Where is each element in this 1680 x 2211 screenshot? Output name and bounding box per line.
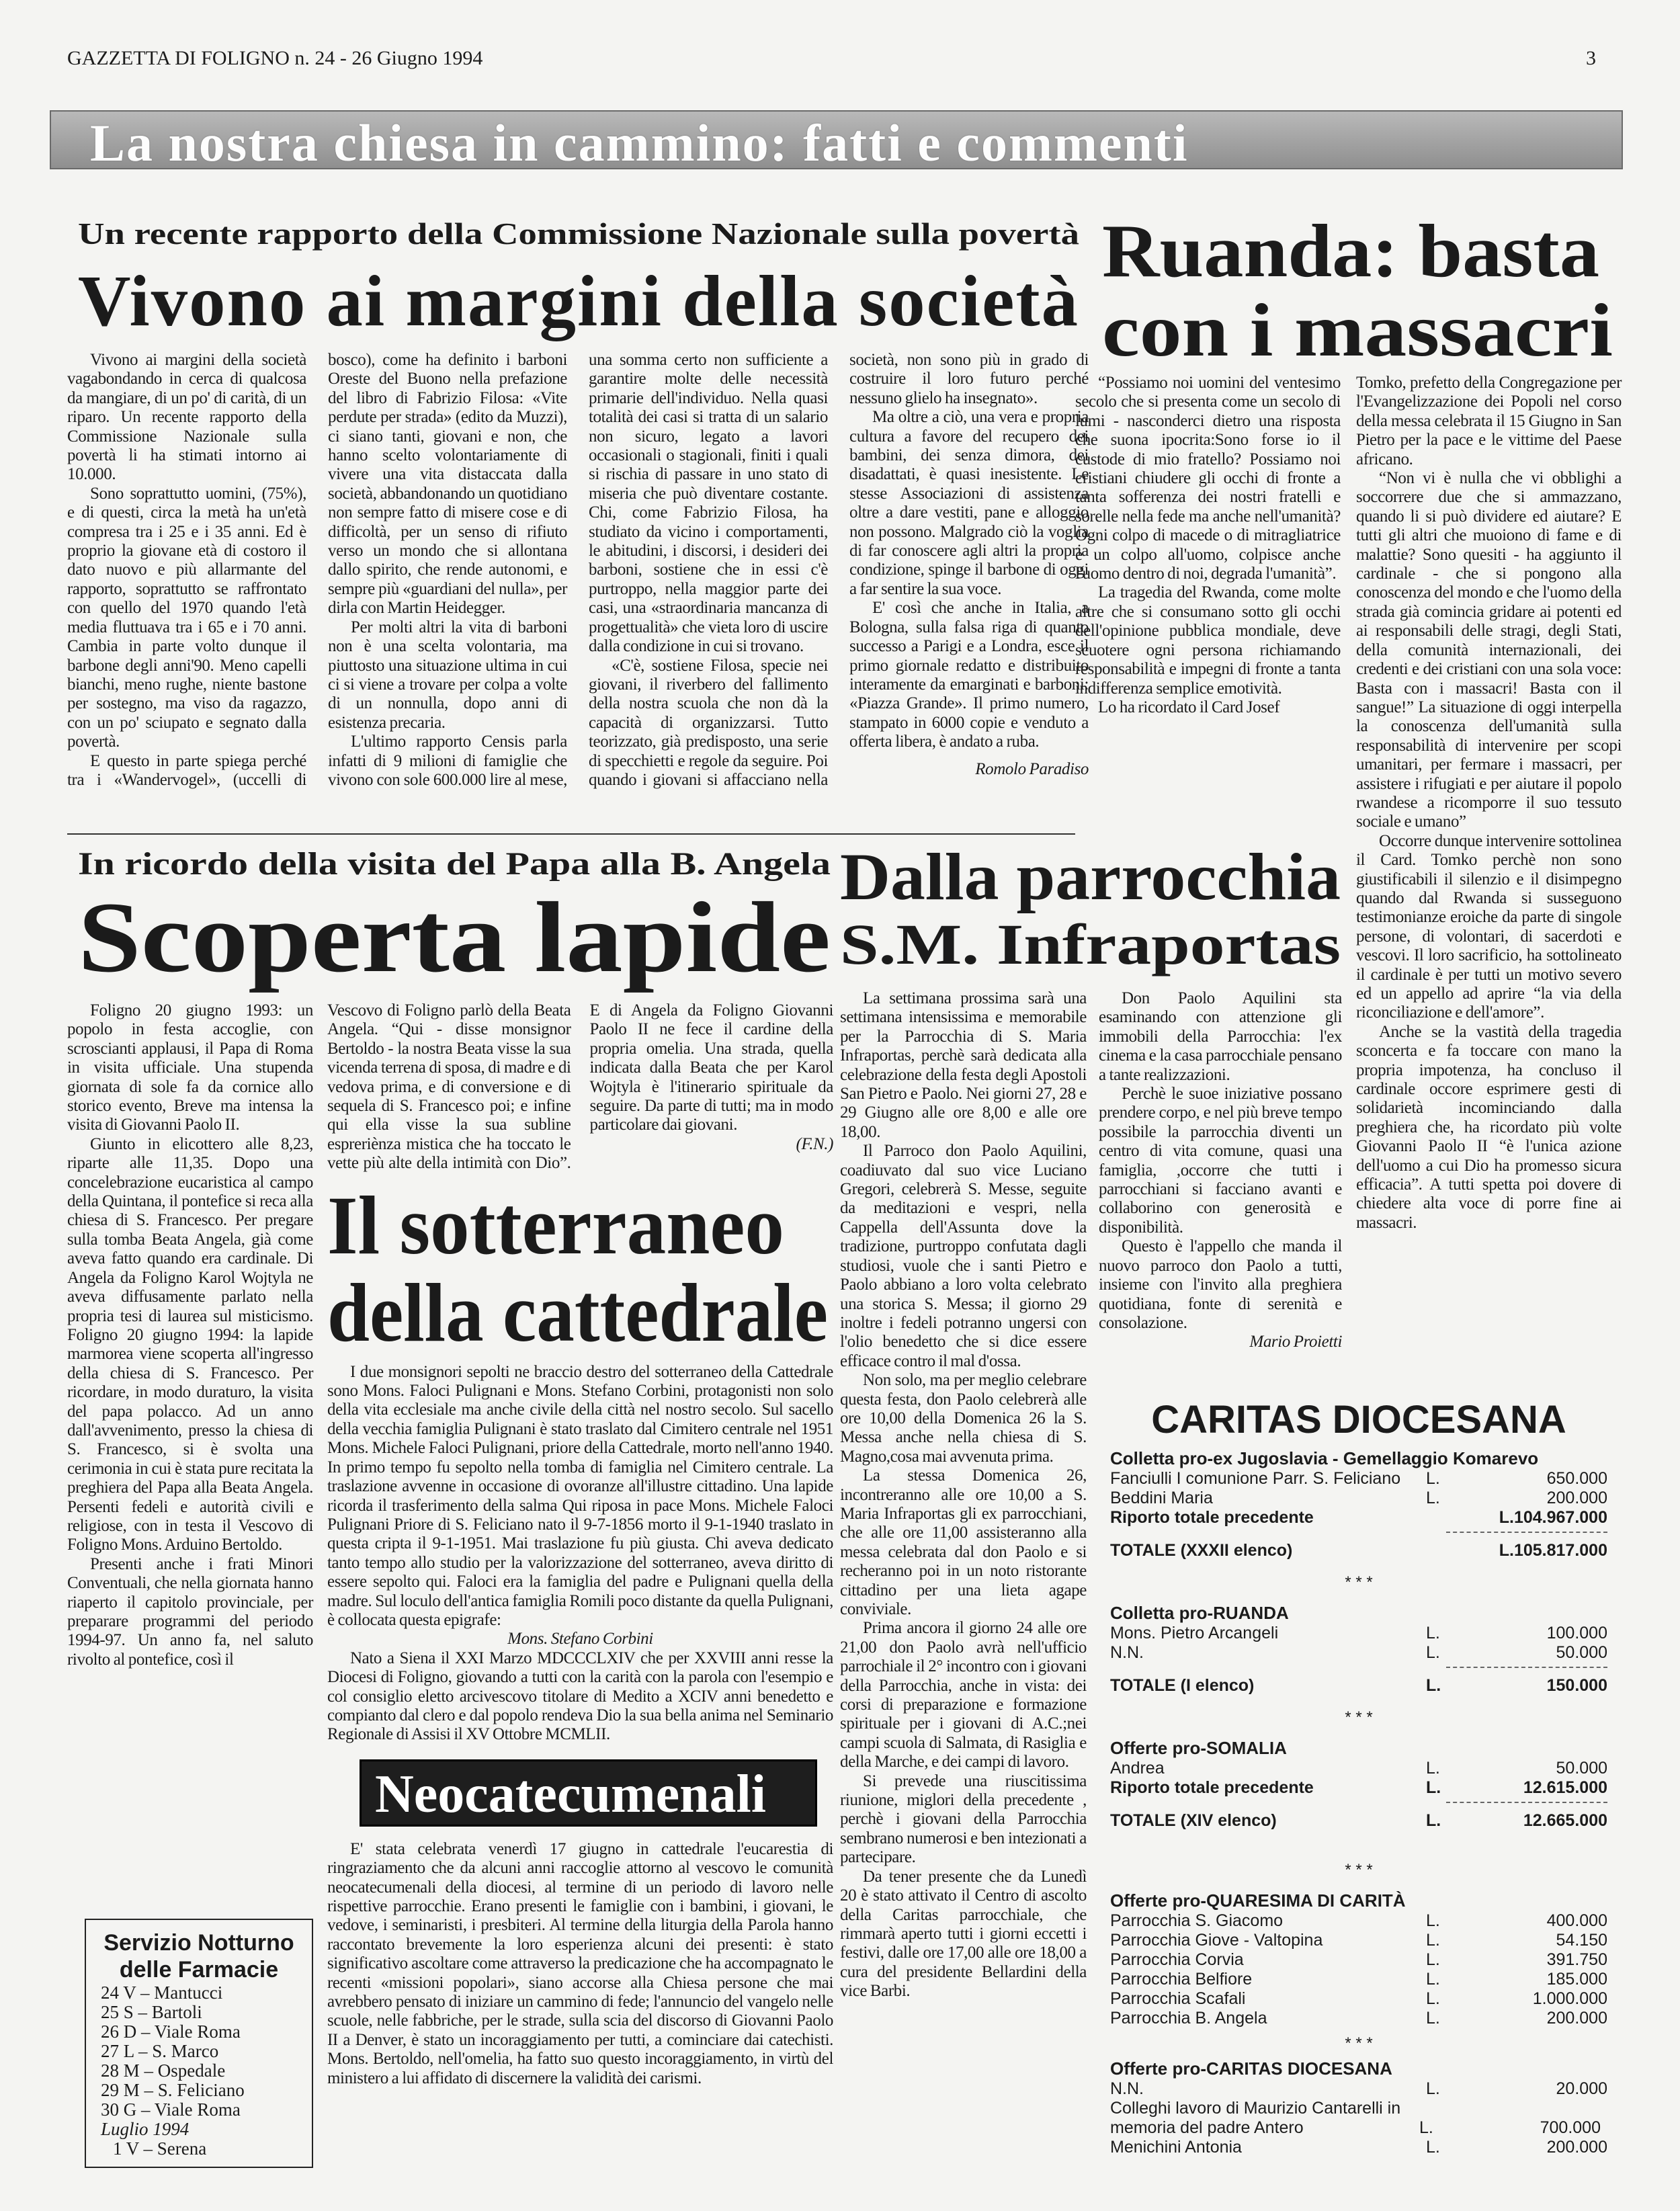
ruanda-headline-line2: con i massacri	[1102, 289, 1613, 372]
paragraph: “Possiamo noi uomini del ventesimo secolo che si presenta come un secolo di lumi - nasconderci dietro una risposta che suona ipocrita:Sono forse io il custode di mio fratello? Possiamo noi cristiani chiudere gli occhi di fronte a tanta sofferenza dei nostri fratelli e sorelle nella fede ma anche nell'umanità?Ogni colpo di macede o di mitragliatrice è un colpo all'uomo, colpisce anche l'uomo dentro di noi, degrada l'umanità”.	[1075, 374, 1341, 583]
amount: 1.000.000	[1532, 1989, 1607, 2008]
donation-row	[1110, 1911, 1607, 1931]
paragraph: Vivono ai margini della società vagabondando in cerca di qualcosa da mangiare, di un po' di carità, di un riparo. Un recente rapporto della Commissione Nazionale sulla povertà li ha stimati intorno ai 10.000.	[67, 351, 306, 484]
paragraph: Si prevede una riuscitissima riunione, miglori della precedente , perchè i giovani della Parrocchia sembrano numerosi e ben intezionati a partecipare.	[840, 1771, 1087, 1867]
epigraph-title: Mons. Stefano Corbini	[507, 1630, 653, 1649]
poverta-body	[67, 351, 1089, 790]
amount: 700.000	[1540, 2118, 1601, 2137]
donor: Fanciulli I comunione Parr. S. Feliciano	[1110, 1469, 1401, 1488]
paragraph: Perchè le suoe iniziative possano prendere corpo, e nel più breve tempo possibile la parrocchia diventi un centro di vita comune, quasi una famiglia, ,occorre che tutti i parrocchiani si facciano avanti e collaborino con generosità e disponibilità.	[1099, 1085, 1342, 1237]
caritas-section-heading: Offerte pro-SOMALIA	[1110, 1738, 1287, 1758]
separator: * * *	[1345, 1708, 1373, 1726]
currency: L.	[1426, 1950, 1440, 1969]
total-row	[1110, 1811, 1607, 1831]
paragraph: La tragedia del Rwanda, come molte altre che si consumano sotto gli occhi dell'opinione pubblica mondiale, deve scuotere ogni persona richiamando responsabilità e impegni di fronte a tanta indifferenza semplice emotività.	[1075, 583, 1341, 698]
parrocchia-col1	[840, 989, 1087, 2001]
amount: 200.000	[1546, 2009, 1607, 2028]
amount: 200.000	[1546, 1489, 1607, 1507]
amount: 650.000	[1546, 1469, 1607, 1488]
divider	[67, 833, 1075, 835]
label: Riporto totale precedente	[1110, 1508, 1314, 1527]
paragraph: La stessa Domenica 26, incontreranno alle ore 10,00 a S. Maria Infraportas gli ex parrocchiani, che alle ore 11,00 assisteranno alla messa celebrata dal don Paolo e si recheranno poi in un noto ristorante cittadino per una lieta agape conviviale.	[840, 1466, 1087, 1618]
separator: * * *	[1345, 1861, 1373, 1879]
caritas-title: CARITAS DIOCESANA	[1151, 1398, 1566, 1442]
paragraph: Occorre dunque intervenire sottolinea il Card. Tomko perchè non sono giustificabili il silenzio e il disimpegno quando dal Rwanda si susseguono testimonianze eroiche da parte di singole persone, di volontari, di sacerdoti e vescovi. Il loro sacrificio, ha sottolineato il cardinale è per tutti un motivo severo ed un appello ad aprire “la via della riconciliazione e dell'amore”.	[1356, 831, 1622, 1022]
paragraph: Prima ancora il giorno 24 alle ore 21,00 don Paolo avrà nell'ufficio parrochiale il 2° incontro con i giovani della Parrocchia, anche in vista: dei corsi di preparazione e formazione spirituale per i giovani di A.C.;nei campi scuola di Salmata, di Rasiglia e della Marche, e dei campi di lavoro.	[840, 1619, 1087, 1771]
paragraph: Lo ha ricordato il Card Josef	[1098, 698, 1280, 716]
farmacia-row: 30 G – Viale Roma	[101, 2099, 241, 2120]
lapide-kicker: In ricordo della visita del Papa alla B. Angela	[78, 846, 831, 882]
lapide-col1	[67, 1001, 313, 1669]
paragraph: Per molti altri la vita di barboni non è una scelta volontaria, ma piuttosto una situazione ultima in cui ci si viene a trovare per colpa a volte di un nonnulla, dopo anni di esistenza precaria.	[328, 618, 567, 732]
paragraph: Don Paolo Aquilini sta esaminando con attenzione gli immobili della Parrocchia: l'ex cinema e la casa parrocchiale pensano a tante realizzazioni.	[1099, 989, 1342, 1084]
sotterraneo-body	[327, 1363, 833, 1745]
currency: L.	[1426, 1759, 1440, 1778]
paragraph: Foligno 20 giugno 1993: un popolo in festa accoglie, con scroscianti applausi, il Papa di Roma in visita ufficiale. Una stupenda giornata di sole fa da cornice allo storico evento, Breve ma intensa la visita di Giovanni Paolo II.	[67, 1001, 313, 1134]
previous-total-row	[1110, 1508, 1607, 1528]
paragraph: Questo è l'appello che manda il nuovo parroco don Paolo a tutti, insieme con l'invito alla preghiera quotidiana, fonte di serenità e consolazione.	[1099, 1237, 1342, 1332]
caritas-box	[1110, 1398, 1607, 2157]
donation-row	[1110, 1489, 1607, 1508]
amount: 150.000	[1546, 1676, 1607, 1695]
donation-row	[1110, 2138, 1607, 2157]
currency: L.	[1426, 1624, 1440, 1642]
amount: 12.615.000	[1523, 1778, 1607, 1797]
paragraph: Tomko, prefetto della Congregazione per l'Evangelizzazione dei Popoli nel corso della messa celebrata il 15 Giugno in San Pietro per la pace e le vittime del Paese africano.	[1356, 374, 1622, 468]
paragraph: “Non vi è nulla che vi obblighi a soccorrere due che si ammazzano, quando li si può dividere ed aiutare? E tutti gli altri che muoiono di fame e di malattie? Sono quesiti - ha aggiunto il cardinale - che si pongono alla conoscenza del mondo e che l'uomo della strada già comincia gridare ai potenti ed ai responsabili delle stragi, degli Stati, della comunità internazionali, dei credenti e dei cristiani con una sola voce: Basta con i massacri! Basta con il sangue!” La situazione di oggi interpella la conoscenza dell'umanità sulla responsabilità di intervenire per scopi umanitari, per fermare i massacri, per assistere i rifugiati e per aiutare il popolo rwandese a ricomporre il suo tessuto sociale e umano”	[1356, 469, 1622, 831]
paragraph: E questo in parte spiega perché tra i «Wandervogel», (uccelli di bosco), come ha definito i barboni Oreste del Buono nella prefazione del libro di Fabrizio Filosa: «Vite perdute per strada» (edito da Muzzi), ci siano tanti, giovani e non, che hanno scelto volontariamente di vivere una vita distaccata dalla società, abbandonando un quotidiano non sempre fatto di misere cose e di difficoltà, per un senso di rifiuto verso un mondo che si allontana dallo spirito, che rende autonomi, e sempre più «guardiani del nulla», per dirla con Martin Heidegger.	[67, 351, 567, 789]
donor: Menichini Antonia	[1110, 2138, 1242, 2157]
ruanda-col1	[1075, 374, 1341, 717]
farmacie-title-line2: delle Farmacie	[119, 1957, 279, 1983]
sotterraneo-headline-line1: Il sotterraneo	[327, 1179, 784, 1271]
author-signature: (F.N.)	[796, 1134, 833, 1153]
paragraph: Vescovo di Foligno parlò della Beata Angela. “Qui - disse monsignor Bertoldo - la nostra Beata visse la sua vicenda terrena di sposa, di madre e di vedova prima, e di conversione e di sequela di S. Francesco poi; e infine qui ella visse la sua subline espreriènza mistica che ha toccato le vette più alte della intimità con Dio”. E di Angela da Foligno Giovanni Paolo II ne fece il cardine della propria omelia. Una strada, quella indicata dalla Beata che per Karol Wojtyla è l'itinerario spirituale da seguire. Da parte di tutti; ma in modo particolare dai giovani.	[327, 1001, 833, 1173]
author-signature: Romolo Paradiso	[975, 759, 1089, 778]
donation-row	[1110, 1643, 1607, 1663]
ruanda-col2	[1356, 374, 1622, 1233]
donation-row	[1110, 2099, 1607, 2138]
caritas-section-heading: Colletta pro-ex Jugoslavia - Gemellaggio Komarevo	[1110, 1448, 1539, 1468]
caritas-section-heading: Colletta pro-RUANDA	[1110, 1603, 1289, 1623]
donor: N.N.	[1110, 1643, 1144, 1662]
currency: L.	[1426, 1778, 1441, 1797]
paragraph: Giunto in elicottero alle 8,23, riparte alle 11,35. Dopo una concelebrazione eucaristica al campo della Quintana, il pontefice si reca alla chiesa di S. Francesco. Per pregare sulla tomba Beata Angela, già come aveva fatto quando era cardinale. Di Angela da Foligno Karol Wojtyla ne aveva diffusamente parlato nella propria tesi di laurea sul misticismo. Foligno 20 giugno 1994: la lapide marmorea viene scoperta all'ingresso della chiesa di S. Francesco. Per ricordare, in modo duraturo, la visita del papa polacco. Ad un anno dall'avvenimento, presso la chiesa di S. Francesco, si è svolta una cerimonia in cui è stata pure recitata la preghiera del Papa alla Beata Angela. Persenti fedeli e autorità civili e religiose, con in testa il Vescovo di Foligno Mons. Arduino Bertoldo.	[67, 1134, 313, 1554]
amount: 54.150	[1556, 1931, 1607, 1950]
donation-row	[1110, 1989, 1607, 2009]
donor: Parrocchia B. Angela	[1110, 2009, 1267, 2028]
donor: Parrocchia Giove - Valtopina	[1110, 1931, 1323, 1950]
author-signature: Mario Proietti	[1249, 1333, 1342, 1351]
paragraph: L'ultimo rapporto Censis parla infatti di 9 milioni di famiglie che vivono con sole 600.000 lire al mese, una somma certo non sufficiente a garantire molte delle necessità primarie dell'individuo. Nella quasi totalità dei casi si tratta di un salario non sicuro, legato a lavori occasionali o stagionali, finiti i quali si rischia di passare in uno stato di miseria che può diventare costante. Chi, come Fabrizio Filosa, ha studiato da vicino i comportamenti, le abitudini, i discorsi, i desideri dei barboni, sostiene che in essi c'è purtroppo, nella maggior parte dei casi, una «straordinaria mancanza di progettualità» che vieta loro di uscire dalla condizione in cui si trovano.	[328, 351, 828, 789]
parrocchia-headline-line1: Dalla parrocchia	[840, 839, 1341, 914]
donation-row	[1110, 1624, 1607, 1643]
paragraph: Nato a Siena il XXI Marzo MDCCCLXIV che per XXVIII anni resse la Diocesi di Foligno, giovando a tutti con la carità con la parola con l'esempio e col consiglio eletto arcivescovo titolare di Medito a XCIV anni benedetto e compianto dal clero e dal popolo rendeva Dio la sua bella anima nel Seminario Regionale di Assisi il XV Ottobre MCMLII.	[327, 1649, 833, 1744]
page-number: 3	[1586, 47, 1596, 69]
farmacia-row: 1 V – Serena	[113, 2138, 207, 2159]
paragraph: «C'è, sostiene Filosa, specie nei giovani, il riverbero del fallimento della nostra scuola che non dà la capacità di organizzarsi. Tutto teorizzato, già predisposto, una serie di specchietti e regole da seguire. Poi quando i giovani si affacciano nella società, non sono più in grado di costruire il loro futuro perché nessuno glielo ha insegnato».	[589, 351, 1089, 789]
currency: L.	[1426, 1676, 1441, 1695]
paragraph: Da tener presente che da Lunedì 20 è stato attivato il Centro di ascolto della Caritas parrocchiale, che rimmarà aperto tutti i giorni eccetti i festivi, dalle ore 17,00 alle ore 18,00 a cura del presidente Bellardini della vice Barbi.	[840, 1867, 1087, 2001]
lapide-col2	[327, 1001, 833, 1173]
poverta-headline: Vivono ai margini della società	[78, 261, 1080, 341]
donation-row	[1110, 1759, 1607, 1778]
farmacia-row: 25 S – Bartoli	[101, 2002, 202, 2022]
sum-line	[1446, 1802, 1607, 1803]
currency: L.	[1426, 1811, 1441, 1830]
currency: L.	[1426, 2079, 1440, 2098]
sotterraneo-headline-line2: della cattedrale	[327, 1266, 828, 1359]
paragraph: I due monsignori sepolti ne braccio destro del sotterraneo della Cattedrale sono Mons. Faloci Pulignani e Mons. Stefano Corbini, protagonisti non solo della vita ecclesiale ma anche civile della città nel nostro secolo. Sul sacello della vecchia famiglia Pulignani è stato traslato dal Cimitero centrale nel 1951 Mons. Michele Faloci Pulignani, priore della Cattedrale, morto nell'anno 1940. In primo tempo fu sepolto nella tomba di famiglia nel Cimitero centrale. La traslazione avvenne in occasione di ovoranze all'illustre cittadino. Una lapide ricorda il trasferimento della salma Qui riposa in pace Mons. Michele Faloci Pulignani Priore di S. Feliciano nato il 9-7-1856 morto il 9-1-1940 traslato in questa cripta il 9-1-1951. Mai traslazione fu più giusta. Chi aveva dedicato tanto tempo allo studio per la valorizzazione del sotterraneo, aveva diritto di essere sepolto qui. Faloci era la famiglia del padre e Pulignani quella della madre. Sul loculo dell'antica famiglia Romili poco distante da quella Pulignani, è collocata questa epigrafe:	[327, 1362, 833, 1629]
masthead: GAZZETTA DI FOLIGNO n. 24 - 26 Giugno 1994	[67, 47, 483, 69]
currency: L.	[1426, 2138, 1440, 2157]
separator: * * *	[1345, 1573, 1373, 1591]
paragraph: Anche se la vastità della tragedia sconcerta e fa toccare con mano la propria impotenza, ha concluso il cardinale occore esprimere gesti di solidarietà incominciando dalla preghiera che, ha ricordato più volte Giovanni Paolo II “è l'unica azione dell'uomo a cui Dio ha promesso sicura efficacia”. A tutti spetta poi dovere di chiedere alta voce di porre fine ai massacri.	[1356, 1022, 1622, 1232]
amount: 391.750	[1546, 1950, 1607, 1969]
farmacie-title	[86, 1929, 312, 1983]
donation-row	[1110, 1931, 1607, 1950]
paragraph: Presenti anche i frati Minori Conventuali, che nella giornata hanno riaperto il capitolo provinciale, per preparare programmi del periodo 1994-97. Un anno fa, nel saluto rivolto al pontefice, così il	[67, 1554, 313, 1669]
label: TOTALE (XIV elenco)	[1110, 1811, 1277, 1830]
amount: L.105.817.000	[1499, 1541, 1607, 1560]
farmacia-row: 28 M – Ospedale	[101, 2060, 226, 2081]
donor: N.N.	[1110, 2079, 1144, 2098]
neocatecumenali-body	[327, 1840, 833, 2088]
lapide-headline: Scoperta lapide	[78, 882, 831, 993]
neocatecumenali-headline: Neocatecumenali	[375, 1764, 767, 1824]
donor: Beddini Maria	[1110, 1489, 1213, 1507]
farmacia-row: 29 M – S. Feliciano	[101, 2080, 245, 2100]
amount: 50.000	[1556, 1759, 1607, 1778]
middle-column	[327, 1001, 833, 2088]
donor: Colleghi lavoro di Maurizio Cantarelli in memoria del padre Antero	[1110, 2099, 1401, 2137]
neocatecumenali-headline-box	[360, 1759, 817, 1827]
donor: Parrocchia Scafali	[1110, 1989, 1246, 2008]
donor: Mons. Pietro Arcangeli	[1110, 1624, 1279, 1642]
sum-line	[1446, 1532, 1607, 1533]
currency: L.	[1426, 1989, 1440, 2008]
donor: Parrocchia S. Giacomo	[1110, 1911, 1284, 1930]
currency: L.	[1426, 1970, 1440, 1989]
currency: L.	[1426, 1489, 1440, 1507]
separator: * * *	[1345, 2034, 1373, 2052]
donation-row	[1110, 1469, 1607, 1489]
amount: 20.000	[1556, 2079, 1607, 2098]
caritas-section-heading: Offerte pro-QUARESIMA DI CARITÀ	[1110, 1890, 1406, 1911]
paragraph: Non solo, ma per meglio celebrare questa festa, don Paolo celebrerà alle ore 10,00 della Domenica 26 la S. Messa anche nella chiesa di S. Magno,cosa mai avvenuta prima.	[840, 1371, 1087, 1466]
amount: L.104.967.000	[1499, 1508, 1607, 1527]
amount: 12.665.000	[1523, 1811, 1607, 1830]
ruanda-headline-line1: Ruanda: basta	[1102, 210, 1599, 293]
label: TOTALE (XXXII elenco)	[1110, 1541, 1293, 1560]
donor: Parrocchia Corvia	[1110, 1950, 1244, 1969]
paragraph: E' così che anche in Italia, a Bologna, sulla falsa riga di quanto successo a Parigi e a Londra, esce il primo giornale redatto e distribuito interamente da emarginati e barboni: «Piazza Grande». Il primo numero, stampato in 6000 copie e venduto a offerta libera, è andato a ruba.	[849, 599, 1089, 751]
paragraph: E' stata celebrata venerdì 17 giugno in cattedrale l'eucarestia di ringraziamento che da alcuni anni raccoglie attorno al vescovo le comunità neocatecumenali della diocesi, al termine di un periodo di lavoro nelle rispettive parrocchie. Erano presenti le famiglie con i bambini, i giovani, le vedove, i seminaristi, i presbiteri. Al termine della liturgia della Parola hanno raccontato brevemente la loro esperienza alcuni dei presenti: è stato significativo ascoltare come attraverso la predicazione che ha accompagnato le recenti «missioni popolari», siano accorse alla Chiesa persone che mai avrebbero pensato di iniziare un cammino di fede; l'annuncio del vangelo nelle scuole, nelle fabbriche, per le strade, sulla scia del discorso di Giovanni Paolo II a Denver, è stato un incoraggiamento per tutti, a cominciare dai catechisti. Mons. Bertoldo, nell'omelia, ha fatto suo questo incoraggiamento, in virtù del ministero a lui affidato di discernere la validità dei carismi.	[327, 1839, 833, 2087]
amount: 200.000	[1546, 2138, 1607, 2157]
total-row	[1110, 1676, 1607, 1696]
amount: 100.000	[1546, 1624, 1607, 1642]
parrocchia-headline-line2: S.M. Infraportas	[840, 912, 1341, 976]
previous-total-row	[1110, 1778, 1607, 1798]
donation-row	[1110, 1950, 1607, 1970]
paragraph: Ma oltre a ciò, una vera e propria cultura a favore del recupero dei bambini, dei senza dimora, dei disadattati, è quasi inesistente. Le stesse Associazioni di assistenza oltre a dare vestiti, pane e alloggio non possono. Malgrado ciò la voglia di far conoscere agli altri la propria condizione, spinge il barbone di oggi a far sentire la sua voce.	[849, 408, 1089, 598]
farmacia-row: 27 L – S. Marco	[101, 2041, 219, 2061]
total-row	[1110, 1541, 1607, 1560]
donation-row	[1110, 2079, 1607, 2099]
label: TOTALE (I elenco)	[1110, 1676, 1255, 1695]
caritas-section-heading: Offerte pro-CARITAS DIOCESANA	[1110, 2058, 1392, 2079]
donor: Andrea	[1110, 1759, 1165, 1778]
paragraph: Sono soprattutto uomini, (75%), e di questi, circa la metà ha un'età compresa tra i 25 e i 35 anni. Ed è proprio la giovane età di costoro il dato nuovo e più allarmante del rapporto, soprattutto se raffrontato con quello del 1970 quando l'età media fluttuava tra i 65 e i 70 anni. Cambia in parte volto dunque il barbone degli anni'90. Meno capelli bianchi, meno rughe, niente bastone per sostegno, ma viso da ragazzo, con un po' sciupato e segnato dalla povertà.	[67, 484, 306, 751]
currency: L.	[1426, 1911, 1440, 1930]
poverta-kicker: Un recente rapporto della Commissione Nazionale sulla povertà	[78, 216, 1079, 251]
farmacia-row: 26 D – Viale Roma	[101, 2021, 241, 2042]
paragraph: La settimana prossima sarà una settimana intensissima e memorabile per la Parrocchia di S. Maria Infraportas, perchè sarà dedicata alla celebrazione della festa degli Apostoli San Pietro e Paolo. Nei giorni 27, 28 e 29 Giugno alle ore 8,00 e alle ore 18,00.	[840, 989, 1087, 1141]
currency: L.	[1419, 2118, 1433, 2137]
banner-title: La nostra chiesa in cammino: fatti e commenti	[90, 114, 1189, 169]
parrocchia-col2	[1099, 989, 1342, 1352]
farmacie-month-label: Luglio 1994	[101, 2119, 190, 2139]
currency: L.	[1426, 1931, 1440, 1950]
paragraph: Il Parroco don Paolo Aquilini, coadiuvato dal suo vice Luciano Gregori, celebrerà S. Messe, seguite da meditazioni e vespri, nella Cappella dell'Assunta dove la tradizione, purtroppo confutata dagli studiosi, vuole che i santi Pietro e Paolo abbiano a loro volta celebrato una storica S. Messa; il giorno 29 inoltre i fedeli potranno ungersi con l'olio benedetto che si dice essere efficace contro il mal d'ossa.	[840, 1142, 1087, 1370]
currency: L.	[1426, 2009, 1440, 2028]
amount: 50.000	[1556, 1643, 1607, 1662]
sum-line	[1446, 1667, 1607, 1668]
currency: L.	[1426, 1643, 1440, 1662]
amount: 185.000	[1546, 1970, 1607, 1989]
donation-row	[1110, 2009, 1607, 2028]
donation-row	[1110, 1970, 1607, 1989]
amount: 400.000	[1546, 1911, 1607, 1930]
donor: Parrocchia Belfiore	[1110, 1970, 1253, 1989]
lapide-heading-group	[78, 848, 831, 996]
farmacia-row: 24 V – Mantucci	[101, 1983, 223, 2003]
farmacie-title-line1: Servizio Notturno	[103, 1930, 294, 1956]
label: Riporto totale precedente	[1110, 1778, 1314, 1797]
section-banner	[50, 110, 1623, 169]
currency: L.	[1426, 1469, 1440, 1488]
farmacie-box	[85, 1919, 313, 2168]
